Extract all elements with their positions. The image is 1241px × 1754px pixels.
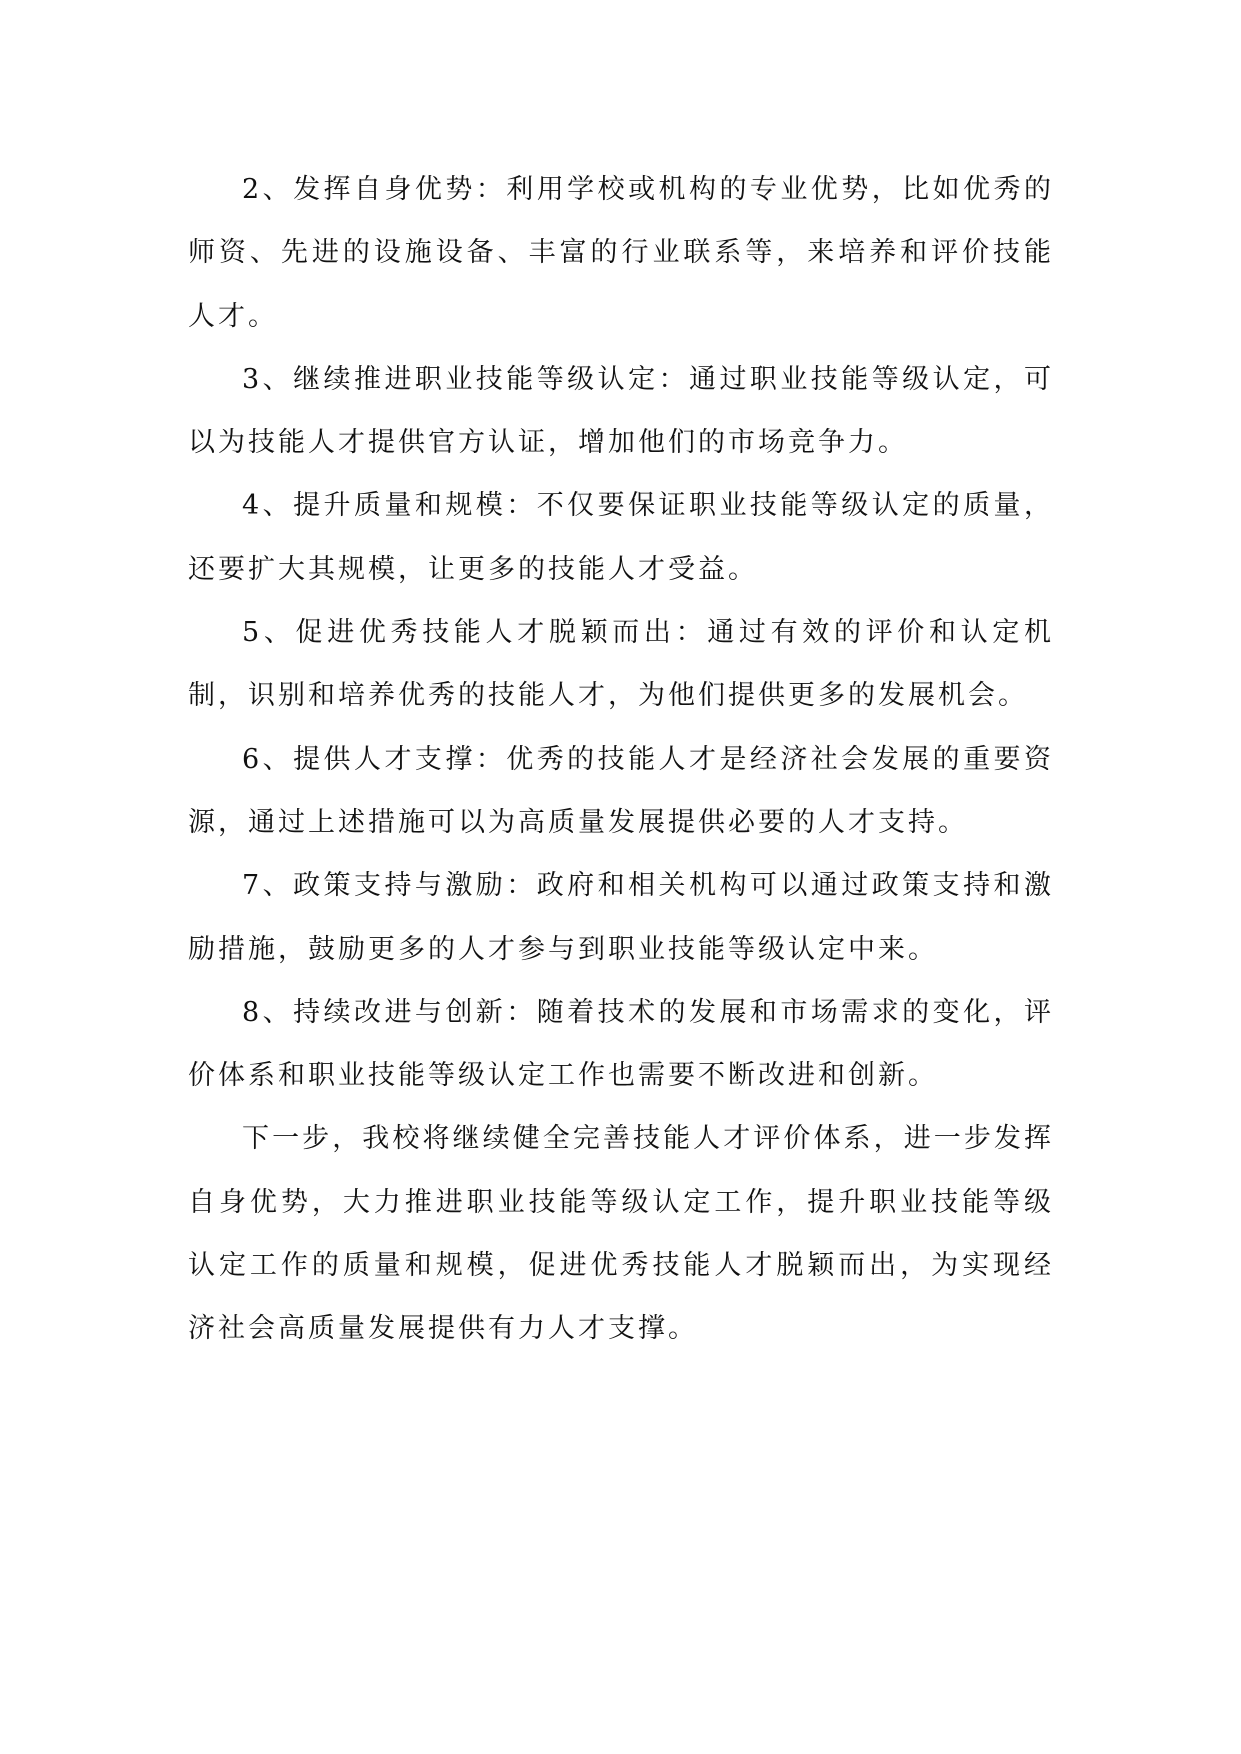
paragraph-next-step: 下一步，我校将继续健全完善技能人才评价体系，进一步发挥自身优势，大力推进职业技能等级认定工作，提升职业技能等级认定工作的质量和规模，促进优秀技能人才脱颖而出，为实现经济社会高质量发展提供有力人才支撑。 (188, 1123, 1054, 1345)
paragraph-item-2: 2、发挥自身优势：利用学校或机构的专业优势，比如优秀的师资、先进的设施设备、丰富的行业联系等，来培养和评价技能人才。 (188, 174, 1054, 332)
paragraph-item-6: 6、提供人才支撑：优秀的技能人才是经济社会发展的重要资源，通过上述措施可以为高质量发展提供必要的人才支持。 (188, 743, 1054, 838)
document-body (188, 158, 1054, 1361)
paragraph-item-7: 7、政策支持与激励：政府和相关机构可以通过政策支持和激励措施，鼓励更多的人才参与到职业技能等级认定中来。 (188, 870, 1054, 965)
paragraph-item-5: 5、促进优秀技能人才脱颖而出：通过有效的评价和认定机制，识别和培养优秀的技能人才，为他们提供更多的发展机会。 (188, 617, 1054, 712)
paragraph-item-4: 4、提升质量和规模：不仅要保证职业技能等级认定的质量，还要扩大其规模，让更多的技能人才受益。 (188, 490, 1054, 585)
paragraph-item-8: 8、持续改进与创新：随着技术的发展和市场需求的变化，评价体系和职业技能等级认定工作也需要不断改进和创新。 (188, 996, 1054, 1092)
paragraph-item-3: 3、继续推进职业技能等级认定：通过职业技能等级认定，可以为技能人才提供官方认证，增加他们的市场竞争力。 (188, 363, 1054, 459)
